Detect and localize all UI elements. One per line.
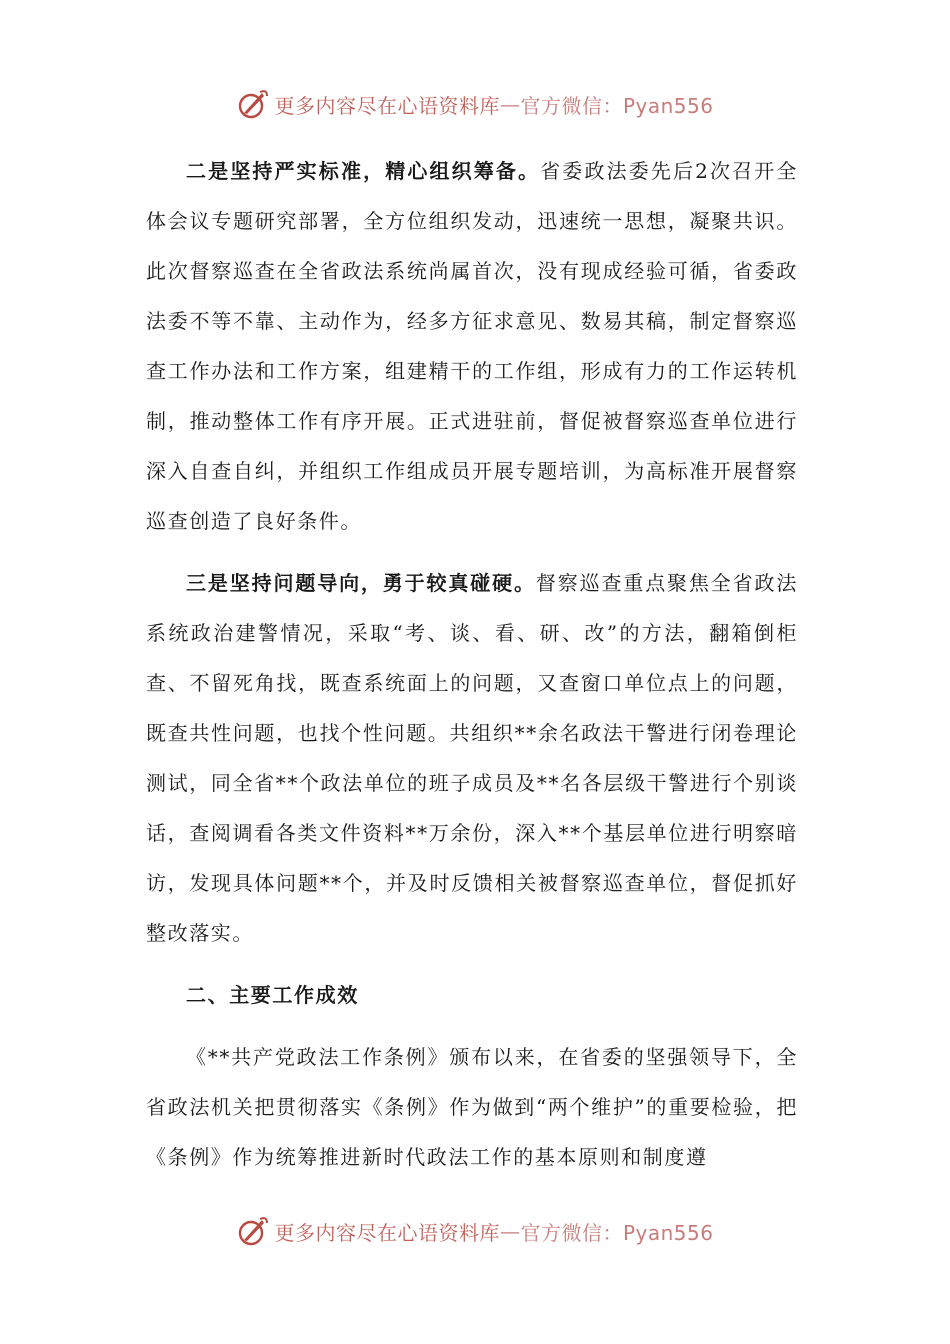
- paragraph-lead: 二是坚持严实标准，精心组织筹备。: [186, 159, 541, 183]
- document-body: [146, 146, 798, 1182]
- paragraph-problem-oriented: [146, 558, 798, 958]
- banner-wechat-text: 官方微信：Pyan556: [520, 1220, 714, 1245]
- footer-watermark-banner: [0, 1211, 950, 1251]
- banner-dash: —: [499, 92, 521, 116]
- banner-wechat-text: 官方微信：Pyan556: [520, 93, 714, 118]
- paragraph-closing: 《**共产党政法工作条例》颁布以来，在省委的坚强领导下，全省政法机关把贯彻落实《条例》作为做到“两个维护”的重要检验，把《条例》作为统筹推进新时代政法工作的基本原则和制度遵: [146, 1045, 798, 1169]
- paragraph-body: 省委政法委先后2次召开全体会议专题研究部署，全方位组织发动，迅速统一思想，凝聚共识。此次督察巡查在全省政法系统尚属首次，没有现成经验可循，省委政法委不等不靠、主动作为，经多方征求意见、数易其稿，制定督察巡查工作办法和工作方案，组建精干的工作组，形成有力的工作运转机制，推动整体工作有序开展。正式进驻前，督促被督察巡查单位进行深入自查自纠，并组织工作组成员开展专题培训，为高标准开展督察巡查创造了良好条件。: [146, 159, 798, 533]
- paragraph-lead: 三是坚持问题导向，勇于较真碰硬。: [186, 571, 536, 595]
- banner-brand-text: 更多内容尽在心语资料库: [274, 1220, 500, 1245]
- banner-dash: —: [499, 1219, 521, 1243]
- quill-logo-icon: [236, 1214, 270, 1248]
- quill-logo-icon: [236, 87, 270, 121]
- paragraph-body: 督察巡查重点聚焦全省政法系统政治建警情况，采取“考、谈、看、研、改”的方法，翻箱倒柜查、不留死角找，既查系统面上的问题，又查窗口单位点上的问题，既查共性问题，也找个性问题。共组织**余名政法干警进行闭卷理论测试，同全省**个政法单位的班子成员及**名各层级干警进行个别谈话，查阅调看各类文件资料**万余份，深入**个基层单位进行明察暗访，发现具体问题**个，并及时反馈相关被督察巡查单位，督促抓好整改落实。: [146, 571, 798, 945]
- header-watermark-banner: [0, 84, 950, 124]
- section-heading: 二、主要工作成效: [186, 983, 359, 1007]
- banner-brand-text: 更多内容尽在心语资料库: [274, 93, 500, 118]
- paragraph-standards: [146, 146, 798, 546]
